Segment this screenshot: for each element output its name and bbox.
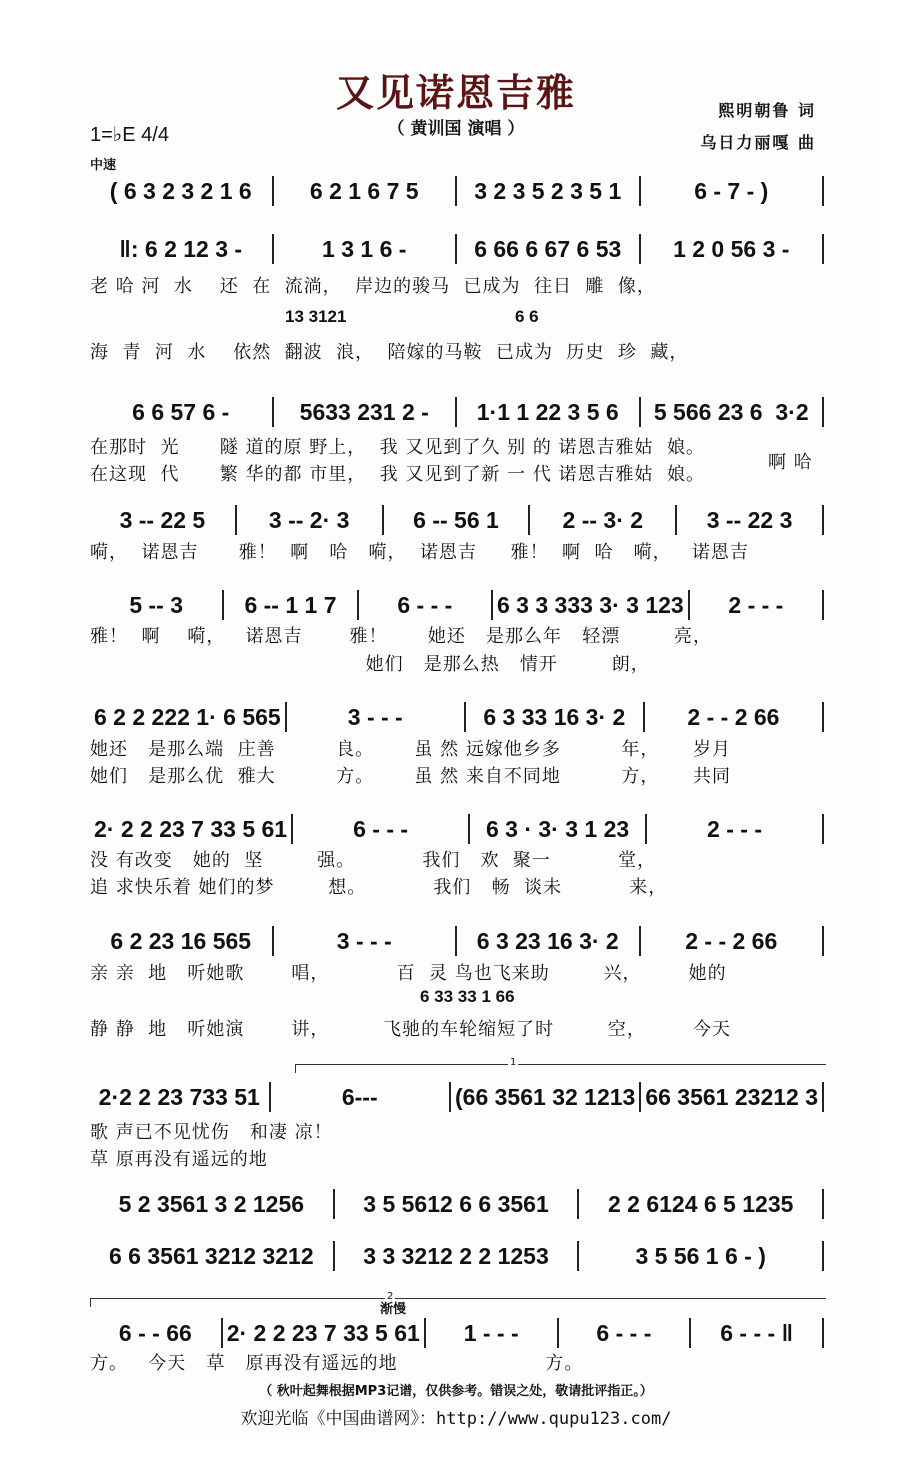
measure: 6 -- 1 1 7	[244, 591, 337, 618]
measure: 2 - - 2 66	[687, 703, 780, 730]
measure: 6 3 · 3· 3 1 23	[485, 815, 630, 842]
measure: 3 -- 2· 3	[268, 506, 350, 533]
barline	[822, 1082, 824, 1112]
barline	[822, 702, 824, 732]
measure: 2 - - 2 66	[685, 927, 778, 954]
footer-note: （ 秋叶起舞根据MP3记谱，仅供参考。错误之处，敬请批评指正。）	[259, 1384, 653, 1399]
measure: 5 -- 3	[129, 591, 183, 618]
lyric-line: 静 静 地 听她演 讲， 飞驰的车轮缩短了时 空， 今天	[90, 1019, 731, 1040]
lyric-line: 老 哈 河 水 还 在 流淌， 岸边的骏马 已成为 往日 雕 像，	[90, 276, 656, 297]
alternate-notes: 6 6	[515, 307, 539, 326]
notation-row	[90, 234, 824, 264]
measure: 5 566 23 6 3·2	[653, 398, 809, 425]
measure: ( 6 3 2 3 2 1 6	[109, 177, 252, 204]
barline	[822, 397, 824, 427]
measure: 3 -- 22 5	[119, 506, 206, 533]
barline	[822, 590, 824, 620]
notation-row	[90, 1318, 824, 1348]
notation-row	[90, 1189, 824, 1219]
lyric-line: 雅！ 啊 嗬， 诺恩吉 雅！ 她还 是那么年 轻漂 亮，	[90, 626, 712, 647]
key-signature: 1=♭E 4/4	[90, 124, 169, 146]
lyric-line: 海 青 河 水 依然 翻波 浪， 陪嫁的马鞍 已成为 历史 珍 藏，	[90, 342, 689, 363]
measure: 6 3 23 16 3· 2	[476, 927, 619, 954]
measure: 2· 2 2 23 7 33 5 61	[94, 815, 288, 842]
notation-row	[90, 505, 824, 535]
measure: 2· 2 2 23 7 33 5 61	[226, 1319, 420, 1346]
notation-row	[90, 176, 824, 206]
measure: 6 -- 56 1	[413, 506, 499, 533]
measure: 3 - - -	[347, 703, 403, 730]
tempo-mark: 渐慢	[380, 1301, 407, 1316]
barline	[822, 1189, 824, 1219]
measure: 3 2 3 5 2 3 5 1	[474, 177, 622, 204]
barline	[822, 1318, 824, 1348]
notation-row	[90, 1082, 824, 1112]
measure: 2 - - -	[707, 815, 762, 842]
song-title: 又见诺恩吉雅	[335, 71, 576, 115]
measure: 6 - 7 - )	[694, 177, 769, 204]
volta-bracket	[90, 1291, 826, 1307]
measure: 6 66 6 67 6 53	[474, 235, 622, 262]
measure: 2 - - -	[728, 591, 784, 618]
measure: 6 2 2 222 1· 6 565	[94, 703, 281, 730]
barline	[822, 505, 824, 535]
measure: 1 - - -	[463, 1319, 519, 1346]
alternate-notes: 13 3121	[285, 307, 347, 326]
measure: 66 3561 23212 3	[645, 1083, 818, 1110]
measure: 5633 231 2 -	[299, 398, 429, 425]
measure: 6 6 3561 3212 3212	[109, 1242, 314, 1269]
measure: 5 2 3561 3 2 1256	[118, 1190, 305, 1217]
measure: 3 -- 22 3	[706, 506, 793, 533]
tempo-marking: 中速	[90, 158, 117, 173]
measure: 6 6 57 6 -	[132, 398, 230, 425]
volta-number: 2	[387, 1291, 394, 1302]
measure: 6 2 1 6 7 5	[309, 177, 419, 204]
lyric-line: 草 原再没有遥远的地	[90, 1149, 268, 1170]
measure: ‖: 6 2 12 3 -	[119, 235, 243, 262]
lyric-line: 没 有改变 她的 坚 强。 我们 欢 聚一 堂，	[90, 850, 657, 871]
measure: 6 - - - ‖	[720, 1319, 794, 1346]
measure: 6 3 33 16 3· 2	[483, 703, 626, 730]
notation-row	[90, 590, 824, 620]
measure: 1 2 0 56 3 -	[673, 235, 790, 262]
measure: 3 - - -	[336, 927, 392, 954]
measure: 3 3 3212 2 2 1253	[363, 1242, 549, 1269]
measure: (66 3561 32 1213	[455, 1083, 636, 1110]
volta-bracket	[295, 1057, 826, 1073]
barline	[822, 234, 824, 264]
measure: 2 2 6124 6 5 1235	[607, 1190, 794, 1217]
measure: 6 - - -	[596, 1319, 652, 1346]
measure: 6 - - 66	[118, 1319, 192, 1346]
measure: 6 - - -	[397, 591, 453, 618]
lyric-line: 在这现 代 繁 华的都 市里， 我 又见到了新 一 代 诺恩吉雅姑 娘。	[90, 464, 705, 485]
lyric-line: 嗬， 诺恩吉 雅！ 啊 哈 嗬， 诺恩吉 雅！ 啊 哈 嗬， 诺恩吉	[90, 542, 749, 563]
lyric-line: 歌 声已不见忧伤 和凄 凉！	[90, 1122, 333, 1143]
lyric-line: 亲 亲 地 听她歌 唱， 百 灵 鸟也飞来助 兴， 她的	[90, 963, 727, 984]
measure: 6---	[341, 1083, 378, 1110]
measure: 2 -- 3· 2	[562, 506, 644, 533]
barline	[822, 1241, 824, 1271]
lyric-line: 方。 今天 草 原再没有遥远的地 方。	[90, 1353, 584, 1374]
lyric-line: 在那时 光 隧 道的原 野上， 我 又见到了久 别 的 诺恩吉雅姑 娘。	[90, 437, 705, 458]
notation-row	[90, 814, 824, 844]
footer-site: 欢迎光临《中国曲谱网》：http://www.qupu123.com/	[240, 1409, 672, 1429]
lyric-line: 追 求快乐着 她们的梦 想。 我们 畅 谈未 来，	[90, 877, 668, 898]
measure: 1 3 1 6 -	[322, 235, 407, 262]
volta-number: 1	[510, 1057, 517, 1068]
lyric-line: 她们 是那么优 雅大 方。 虽 然 来自不同地 方， 共同	[90, 766, 731, 787]
measure: 6 3 3 333 3· 3 123	[496, 591, 684, 618]
notation-row	[90, 1241, 824, 1271]
lyricist: 熙明朝鲁 词	[718, 101, 816, 120]
composer: 乌日力丽嘎 曲	[700, 133, 816, 152]
measure: 6 - - -	[353, 815, 409, 842]
alternate-notes: 6 33 33 1 66	[420, 987, 515, 1006]
barline	[822, 814, 824, 844]
measure: 2·2 2 23 733 51	[98, 1083, 260, 1110]
measure: 6 2 23 16 565	[110, 927, 252, 954]
notation-row	[90, 926, 824, 956]
measure: 3 5 56 1 6 - )	[635, 1242, 766, 1269]
barline	[822, 176, 824, 206]
measure: 3 5 5612 6 6 3561	[363, 1190, 549, 1217]
side-lyric: 啊 哈	[768, 452, 813, 473]
singer: （ 黄训国 演唱 ）	[387, 119, 525, 139]
notation-row	[90, 397, 824, 427]
lyric-line: 她还 是那么端 庄善 良。 虽 然 远嫁他乡多 年， 岁月	[90, 739, 731, 760]
measure: 1·1 1 22 3 5 6	[476, 398, 619, 425]
barline	[822, 926, 824, 956]
lyric-line: 她们 是那么热 情开 朗，	[90, 654, 650, 675]
notation-row	[90, 702, 824, 732]
